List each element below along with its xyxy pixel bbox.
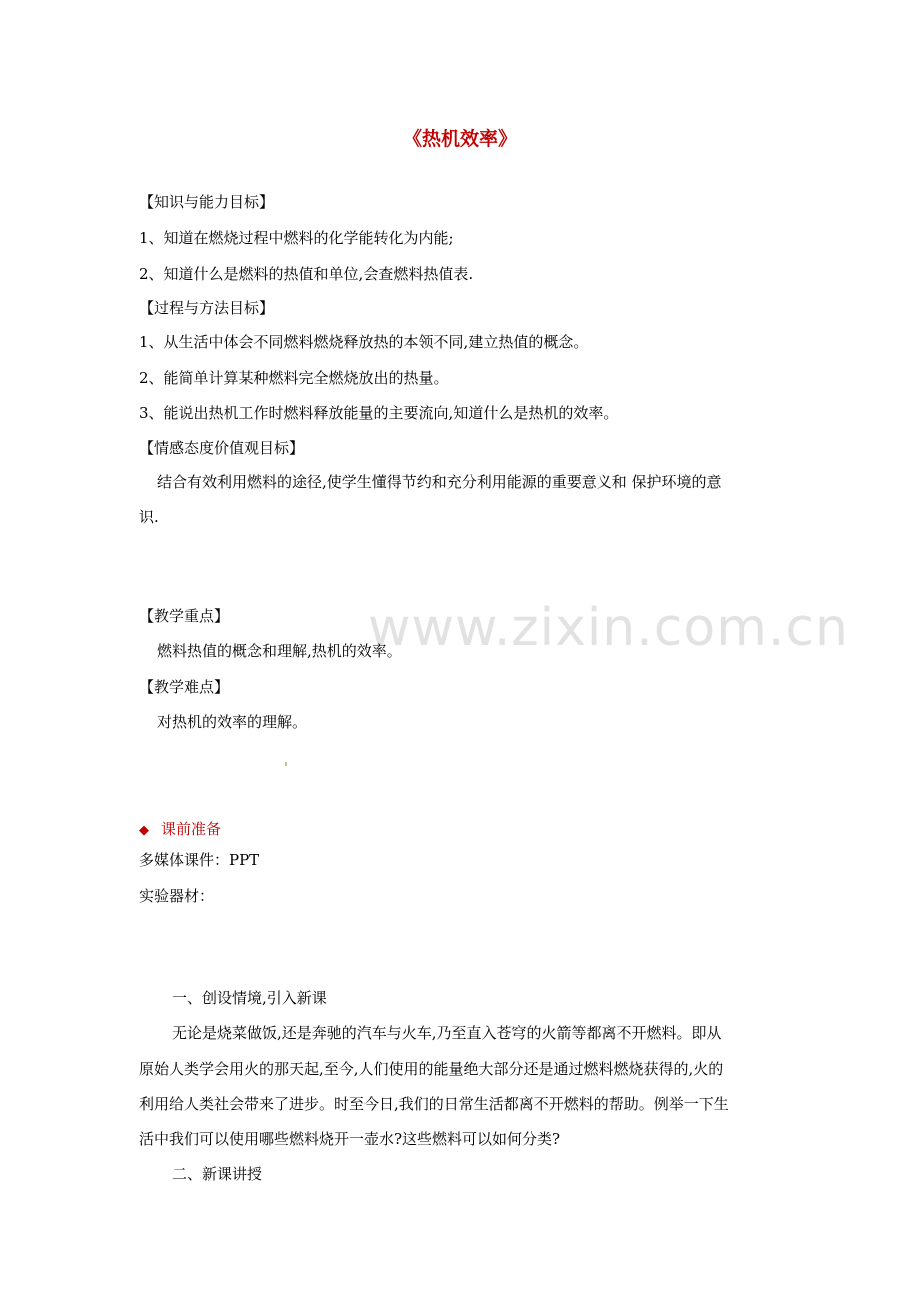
diamond-bullet-icon: ◆ — [139, 823, 149, 838]
document-title: 《热机效率》 — [402, 128, 517, 150]
prep-multimedia: 多媒体课件：PPT — [139, 851, 260, 869]
prep-heading: 课前准备 — [161, 820, 222, 838]
knowledge-heading: 【知识与能力目标】 — [139, 193, 275, 211]
emotion-heading: 【情感态度价值观目标】 — [139, 439, 305, 457]
emotion-line-2: 识. — [139, 508, 159, 526]
key-point-text: 燃料热值的概念和理解,热机的效率。 — [157, 642, 402, 660]
speck-mark — [285, 762, 287, 766]
prep-equipment: 实验器材： — [139, 887, 215, 905]
key-point-heading: 【教学重点】 — [139, 607, 230, 625]
process-item-3: 3、能说出热机工作时燃料释放能量的主要流向,知道什么是热机的效率。 — [139, 404, 619, 422]
knowledge-item-2: 2、知道什么是燃料的热值和单位,会查燃料热值表. — [139, 265, 474, 283]
section1-para-line-4: 活中我们可以使用哪些燃料烧开一壶水?这些燃料可以如何分类? — [139, 1130, 561, 1148]
process-heading: 【过程与方法目标】 — [139, 299, 275, 317]
prep-heading-row — [139, 819, 221, 839]
difficulty-text: 对热机的效率的理解。 — [157, 713, 308, 731]
knowledge-item-1: 1、知道在燃烧过程中燃料的化学能转化为内能; — [139, 229, 454, 247]
process-item-1: 1、从生活中体会不同燃料燃烧释放热的本领不同,建立热值的概念。 — [139, 333, 589, 351]
process-item-2: 2、能简单计算某种燃料完全燃烧放出的热量。 — [139, 369, 449, 387]
difficulty-heading: 【教学难点】 — [139, 678, 230, 696]
section1-heading: 一、创设情境,引入新课 — [172, 989, 327, 1007]
section1-para-line-3: 利用给人类社会带来了进步。时至今日,我们的日常生活都离不开燃料的帮助。例举一下生 — [139, 1095, 729, 1113]
emotion-line-1: 结合有效利用燃料的途径,使学生懂得节约和充分利用能源的重要意义和 保护环境的意 — [157, 473, 722, 491]
section2-heading: 二、新课讲授 — [172, 1165, 263, 1183]
watermark: www.zixin.com.cn — [368, 598, 849, 658]
section1-para-line-2: 原始人类学会用火的那天起,至今,人们使用的能量绝大部分还是通过燃料燃烧获得的,火的 — [139, 1060, 724, 1078]
section1-para-line-1: 无论是烧菜做饭,还是奔驰的汽车与火车,乃至直入苍穹的火箭等都离不开燃料。即从 — [172, 1024, 722, 1042]
